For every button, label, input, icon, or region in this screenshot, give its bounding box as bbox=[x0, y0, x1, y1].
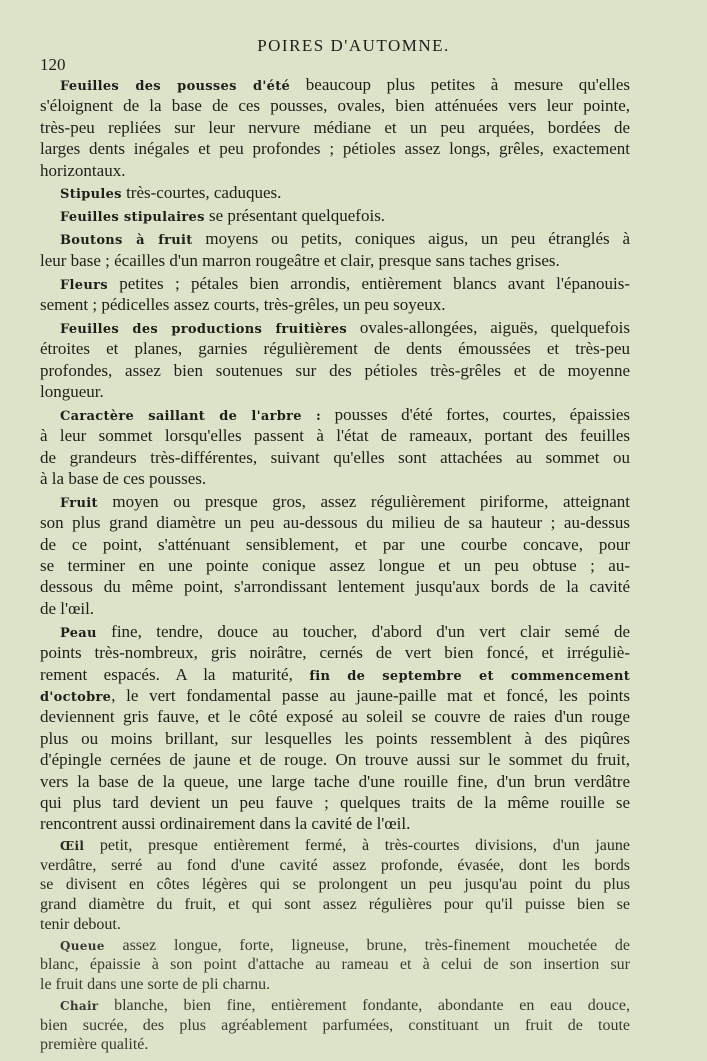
bold-term: Fleurs bbox=[60, 277, 108, 293]
line-text: dessous du même point, s'arrondissant lentement jusqu'aux bords de la cavité bbox=[40, 577, 630, 597]
text-line bbox=[40, 642, 630, 663]
line-text: très-peu repliées sur leur nervure médiane et un peu arquées, bordées de bbox=[40, 117, 630, 137]
line-text: deviennent gris fauve, et le côté exposé au soleil se couvre de raies d'un rouge bbox=[40, 707, 630, 727]
text-line bbox=[40, 955, 630, 975]
text-line bbox=[40, 706, 630, 727]
paragraph bbox=[40, 182, 630, 203]
text-line bbox=[40, 512, 630, 533]
bold-term: Feuilles des pousses d'été bbox=[60, 79, 291, 94]
line-text: très-courtes, caduques. bbox=[121, 183, 282, 203]
paragraph bbox=[40, 228, 630, 271]
text-line bbox=[40, 491, 630, 512]
text-line bbox=[40, 771, 630, 792]
bold-term: Feuilles stipulaires bbox=[60, 210, 205, 226]
paragraph bbox=[40, 491, 630, 619]
line-text: sement ; pédicelles assez courts, très-grêles, un peu soyeux. bbox=[40, 294, 446, 314]
line-text: petites ; pétales bien arrondis, entièrement blancs avant l'épanouis- bbox=[107, 273, 630, 293]
line-text: à la base de ces pousses. bbox=[40, 469, 207, 489]
line-text: se présentant quelquefois. bbox=[204, 206, 386, 226]
bold-term: Chair bbox=[60, 998, 99, 1013]
text-line bbox=[40, 447, 630, 468]
bold-term: d'octobre bbox=[40, 689, 112, 705]
text-line bbox=[40, 915, 630, 935]
line-text: verdâtre, serré au fond d'une cavité assez profonde, évasée, dont les bords bbox=[40, 856, 630, 874]
bold-term: fin de septembre et commencement bbox=[309, 668, 630, 684]
text-line bbox=[40, 856, 630, 876]
line-text: points très-nombreux, gris noirâtre, cernés de vert bien foncé, et irréguliè- bbox=[40, 643, 630, 663]
bold-term: Boutons à fruit bbox=[60, 233, 193, 249]
text-line bbox=[40, 294, 630, 315]
line-text: son plus grand diamètre un peu au-dessous du milieu de sa hauteur ; au-dessus bbox=[40, 513, 630, 533]
paragraph bbox=[40, 74, 630, 181]
line-text: profondes, assez bien soutenues sur des pétioles très-grêles et de moyenne bbox=[40, 360, 630, 380]
text-line bbox=[40, 836, 630, 856]
line-text: moyens ou petits, coniques aigus, un peu étranglés à bbox=[192, 229, 630, 249]
text-line bbox=[40, 228, 630, 249]
line-text: horizontaux. bbox=[40, 160, 126, 180]
text-line bbox=[40, 338, 630, 359]
text-line bbox=[40, 792, 630, 813]
line-text: grand diamètre du fruit, et qui sont assez régulières pour qu'il puisse bien se bbox=[40, 895, 630, 913]
line-text: leur base ; écailles d'un marron rougeâtre et clair, presque sans taches grises. bbox=[40, 250, 560, 270]
text-line bbox=[40, 813, 630, 834]
line-text: petit, presque entièrement fermé, à très-courtes divisions, d'un jaune bbox=[84, 837, 630, 855]
line-text: première qualité. bbox=[40, 1036, 149, 1054]
text-line bbox=[40, 117, 630, 138]
text-line bbox=[40, 74, 630, 95]
text-line bbox=[40, 468, 630, 489]
line-text: assez longue, forte, ligneuse, brune, très-finement mouchetée de bbox=[104, 936, 630, 954]
text-line bbox=[40, 205, 630, 226]
paragraph bbox=[40, 836, 630, 934]
text-line bbox=[40, 160, 630, 181]
line-text: longueur. bbox=[40, 381, 104, 401]
paragraph bbox=[40, 273, 630, 316]
text-line bbox=[40, 996, 630, 1016]
line-text: se divisent en côtes légères qui se prolongent un peu jusqu'au point du plus bbox=[40, 876, 630, 894]
line-text: blanc, épaissie à son point d'attache au rameau et à celui de son insertion sur bbox=[40, 956, 630, 974]
line-text: d'épingle cernées de jaune et de rouge. On trouve aussi sur le sommet du fruit, bbox=[40, 750, 630, 770]
bold-term: Peau bbox=[60, 625, 97, 641]
text-line bbox=[40, 749, 630, 770]
paragraph bbox=[40, 317, 630, 403]
text-line bbox=[40, 664, 630, 685]
text-line bbox=[40, 534, 630, 555]
text-line bbox=[40, 576, 630, 597]
text-line bbox=[40, 875, 630, 895]
text-line bbox=[40, 250, 630, 271]
bold-term: Queue bbox=[60, 938, 105, 953]
paragraph bbox=[40, 621, 630, 835]
line-text: le fruit dans une sorte de pli charnu. bbox=[40, 975, 271, 993]
line-text: qui plus tard devient un peu fauve ; quelques traits de la même rouille se bbox=[40, 792, 630, 812]
page-body bbox=[40, 74, 630, 1056]
text-line bbox=[40, 425, 630, 446]
text-line bbox=[40, 273, 630, 294]
text-line bbox=[40, 685, 630, 706]
paragraph bbox=[40, 404, 630, 490]
text-line bbox=[40, 317, 630, 338]
text-line bbox=[40, 381, 630, 402]
text-line bbox=[40, 936, 630, 956]
text-line bbox=[40, 598, 630, 619]
text-line bbox=[40, 975, 630, 995]
line-text: moyen ou presque gros, assez régulièrement piriforme, atteignant bbox=[97, 491, 630, 511]
line-text: rement espacés. A la maturité, bbox=[40, 664, 310, 684]
page-number: 120 bbox=[40, 55, 66, 74]
line-text: rencontrent aussi ordinairement dans la cavité de l'œil. bbox=[40, 814, 411, 834]
text-line bbox=[40, 728, 630, 749]
line-text: beaucoup plus petites à mesure qu'elles bbox=[290, 75, 631, 94]
line-text: blanche, bien fine, entièrement fondante, abondante en eau douce, bbox=[98, 996, 630, 1014]
paragraph bbox=[40, 205, 630, 226]
line-text: de grandeurs très-différentes, suivant qu'elles sont attachées au sommet ou bbox=[40, 447, 630, 467]
line-text: se terminer en une pointe conique assez longue et un peu obtuse ; au- bbox=[40, 556, 630, 576]
line-text: de l'œil. bbox=[40, 598, 95, 618]
line-text: , le vert fondamental passe au jaune-paille mat et foncé, les points bbox=[111, 685, 630, 705]
text-line bbox=[40, 182, 630, 203]
text-line bbox=[40, 95, 630, 116]
line-text: de ce point, s'atténuant sensiblement, et par une courbe concave, pour bbox=[40, 534, 630, 554]
text-line bbox=[40, 404, 630, 425]
text-line bbox=[40, 1035, 630, 1055]
line-text: à leur sommet lorsqu'elles passent à l'état de rameaux, portant des feuilles bbox=[40, 426, 630, 446]
line-text: larges dents inégales et peu profondes ; pétioles assez longs, grêles, exactement bbox=[40, 139, 630, 159]
paragraph bbox=[40, 996, 630, 1055]
line-text: vers la base de la queue, une large tache d'une rouille fine, d'un brun verdâtre bbox=[40, 771, 630, 791]
line-text: s'éloignent de la base de ces pousses, ovales, bien atténuées vers leur pointe, bbox=[40, 96, 630, 116]
line-text: plus ou moins brillant, sur lesquelles les points ressemblent à des piqûres bbox=[40, 728, 630, 748]
text-line bbox=[40, 138, 630, 159]
text-line bbox=[40, 555, 630, 576]
text-line bbox=[40, 621, 630, 642]
line-text: fine, tendre, douce au toucher, d'abord d'un vert clair semé de bbox=[96, 621, 630, 641]
bold-term: Feuilles des productions fruitières bbox=[60, 321, 348, 337]
line-text: pousses d'été fortes, courtes, épaissies bbox=[321, 404, 630, 424]
line-text: étroites et planes, garnies régulièrement de dents émoussées et très-peu bbox=[40, 339, 630, 359]
paragraph bbox=[40, 936, 630, 995]
bold-term: Caractère saillant de l'arbre : bbox=[60, 408, 322, 424]
running-header: POIRES D'AUTOMNE. bbox=[257, 36, 450, 55]
bold-term: Fruit bbox=[60, 495, 98, 511]
line-text: ovales-allongées, aiguës, quelquefois bbox=[347, 317, 630, 337]
text-line bbox=[40, 1016, 630, 1036]
bold-term: Stipules bbox=[60, 187, 122, 203]
line-text: bien sucrée, des plus agréablement parfumées, constituant un fruit de toute bbox=[40, 1016, 630, 1034]
text-line bbox=[40, 895, 630, 915]
text-line bbox=[40, 360, 630, 381]
line-text: tenir debout. bbox=[40, 915, 121, 933]
bold-term: Œil bbox=[60, 839, 85, 854]
